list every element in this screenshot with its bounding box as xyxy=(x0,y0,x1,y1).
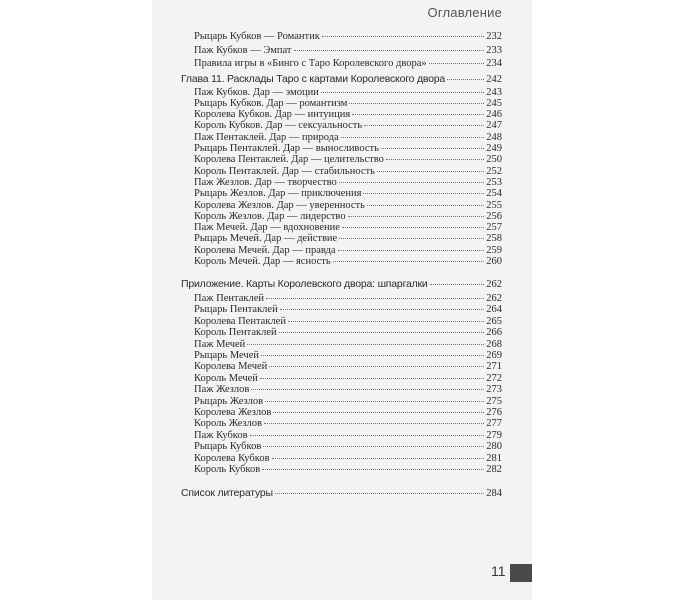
toc-entry-title: Список литературы xyxy=(181,487,273,499)
dot-leader xyxy=(264,422,484,424)
toc-section-heading xyxy=(181,486,502,500)
toc-entry-page: 232 xyxy=(486,31,502,42)
dot-leader xyxy=(447,78,484,80)
dot-leader xyxy=(430,283,485,285)
toc-entry-page: 279 xyxy=(486,429,502,441)
dot-leader xyxy=(294,49,485,51)
toc-entry-page: 252 xyxy=(486,165,502,177)
toc-entry xyxy=(194,44,502,58)
dot-leader xyxy=(352,113,484,115)
toc-entry-page: 250 xyxy=(486,154,502,166)
page-number: 11 xyxy=(491,563,506,579)
toc-section-heading xyxy=(181,277,502,291)
toc-entry-title: Паж Мечей. Дар — вдохновение xyxy=(194,222,340,234)
dot-leader xyxy=(250,434,485,436)
toc-entry-title: Рыцарь Мечей xyxy=(194,350,259,361)
toc-entry-page: 284 xyxy=(486,488,502,499)
toc-entry-title: Рыцарь Пентаклей xyxy=(194,304,278,316)
toc-entry-title: Рыцарь Мечей. Дар — действие xyxy=(194,233,338,245)
dot-leader xyxy=(341,136,485,138)
dot-leader xyxy=(260,377,484,379)
dot-leader xyxy=(321,91,484,93)
toc-entry-title: Рыцарь Пентаклей. Дар — выносливость xyxy=(194,143,379,154)
dot-leader xyxy=(367,204,484,206)
toc-entry-page: 243 xyxy=(486,86,502,98)
toc-entry-page: 254 xyxy=(486,188,502,200)
toc-entry-title: Король Кубков. Дар — сексуальность xyxy=(194,120,363,132)
toc-entry-title: Король Кубков xyxy=(194,464,261,475)
toc-entry-page: 273 xyxy=(486,384,502,396)
toc-entry-title: Королева Жезлов xyxy=(194,407,272,418)
toc-entry-page: 277 xyxy=(486,418,502,430)
toc-entry-title: Рыцарь Кубков xyxy=(194,441,262,453)
dot-leader xyxy=(272,457,485,459)
toc-entry-title: Паж Кубков — Эмпат xyxy=(194,44,292,56)
toc-entry-page: 246 xyxy=(486,109,502,121)
toc-entry-page: 268 xyxy=(486,338,502,350)
toc-entry-page: 233 xyxy=(486,44,502,56)
dot-leader xyxy=(339,237,484,239)
toc-entry-page: 265 xyxy=(486,315,502,327)
page-number-tab xyxy=(510,564,532,582)
dot-leader xyxy=(269,365,484,367)
toc-entry-page: 275 xyxy=(486,395,502,407)
toc-entry-title: Паж Кубков xyxy=(194,429,248,441)
toc-entry xyxy=(194,255,502,269)
dot-leader xyxy=(363,192,484,194)
toc-entry-title: Король Мечей xyxy=(194,372,258,384)
toc-entry-page: 260 xyxy=(486,256,502,267)
toc-entry-page: 282 xyxy=(486,464,502,475)
toc-entry-title: Паж Жезлов. Дар — творчество xyxy=(194,176,337,188)
toc-entry-title: Рыцарь Кубков — Романтик xyxy=(194,31,320,42)
toc-entry-title: Паж Пентаклей xyxy=(194,293,264,304)
dot-leader xyxy=(342,226,484,228)
dot-leader xyxy=(273,411,484,413)
dot-leader xyxy=(377,170,484,172)
toc-entry-page: 242 xyxy=(486,74,502,85)
dot-leader xyxy=(261,354,484,356)
toc-entry-page: 257 xyxy=(486,222,502,234)
toc-entry xyxy=(194,57,502,71)
toc-entry-page: 249 xyxy=(486,143,502,154)
toc-entry-page: 256 xyxy=(486,210,502,222)
toc-entry-page: 280 xyxy=(486,441,502,453)
toc-entry-page: 271 xyxy=(486,361,502,373)
toc-entry-page: 255 xyxy=(486,199,502,211)
toc-entry-page: 269 xyxy=(486,350,502,361)
toc-entry-title: Паж Жезлов xyxy=(194,384,250,396)
dot-leader xyxy=(275,492,484,494)
toc-entry-page: 262 xyxy=(486,293,502,304)
toc-entry-page: 253 xyxy=(486,176,502,188)
dot-leader xyxy=(288,320,484,322)
toc-section-heading xyxy=(181,72,502,86)
toc-entry-title: Паж Мечей xyxy=(194,338,246,350)
toc-entry-title: Король Пентаклей. Дар — стабильность xyxy=(194,165,375,177)
dot-leader xyxy=(333,260,485,262)
toc-entry-page: 266 xyxy=(486,327,502,339)
toc-entry-title: Королева Мечей. Дар — правда xyxy=(194,244,336,256)
toc-entry-page: 276 xyxy=(486,407,502,418)
dot-leader xyxy=(364,124,484,126)
dot-leader xyxy=(339,181,484,183)
toc-entry-page: 245 xyxy=(486,97,502,109)
dot-leader xyxy=(322,35,484,37)
toc-entry-page: 264 xyxy=(486,304,502,316)
toc-entry-title: Рыцарь Жезлов xyxy=(194,395,264,407)
toc-entry-page: 281 xyxy=(486,452,502,464)
toc-entry-title: Король Пентаклей xyxy=(194,327,277,339)
toc-entry xyxy=(194,30,502,44)
toc-entry-title: Король Жезлов xyxy=(194,418,263,430)
dot-leader xyxy=(279,331,485,333)
toc-entry-title: Рыцарь Кубков. Дар — романтизм xyxy=(194,97,348,109)
toc-entry-title: Королева Кубков. Дар — интуиция xyxy=(194,109,351,121)
dot-leader xyxy=(429,62,485,64)
toc-entry-page: 247 xyxy=(486,120,502,132)
toc-entry-title: Король Жезлов. Дар — лидерство xyxy=(194,210,346,222)
toc-entry-title: Королева Кубков xyxy=(194,452,270,464)
toc-entry-title: Рыцарь Жезлов. Дар — приключения xyxy=(194,188,362,200)
dot-leader xyxy=(338,249,485,251)
toc-entry-page: 258 xyxy=(486,233,502,245)
dot-leader xyxy=(349,102,484,104)
dot-leader xyxy=(262,468,484,470)
dot-leader xyxy=(280,308,485,310)
toc-entry-page: 259 xyxy=(486,244,502,256)
toc-entry-title: Королева Жезлов. Дар — уверенность xyxy=(194,199,365,211)
toc-entry-title: Глава 11. Расклады Таро с картами Королевского двора xyxy=(181,73,446,85)
dot-leader xyxy=(265,400,484,402)
toc-entry-title: Королева Пентаклей. Дар — целительство xyxy=(194,154,384,166)
toc-entry-title: Правила игры в «Бинго с Таро Королевского двора» xyxy=(194,58,427,69)
toc-entry-title: Королева Пентаклей xyxy=(194,315,286,327)
dot-leader xyxy=(381,147,484,149)
toc-entry-page: 234 xyxy=(486,58,502,69)
toc-entry xyxy=(194,463,502,477)
toc-entry-page: 262 xyxy=(486,279,502,290)
toc-entry-title: Король Мечей. Дар — ясность xyxy=(194,256,331,267)
dot-leader xyxy=(263,445,484,447)
dot-leader xyxy=(348,215,485,217)
toc-entry-title: Паж Кубков. Дар — эмоции xyxy=(194,86,319,98)
running-head: Оглавление xyxy=(427,5,502,20)
dot-leader xyxy=(386,158,484,160)
toc-entry-page: 248 xyxy=(486,131,502,143)
dot-leader xyxy=(266,297,484,299)
dot-leader xyxy=(251,388,484,390)
dot-leader xyxy=(247,343,484,345)
toc-entry-title: Королева Мечей xyxy=(194,361,268,373)
toc-entry-page: 272 xyxy=(486,372,502,384)
toc-entry-title: Паж Пентаклей. Дар — природа xyxy=(194,131,339,143)
toc-entry-title: Приложение. Карты Королевского двора: шпаргалки xyxy=(181,278,428,290)
